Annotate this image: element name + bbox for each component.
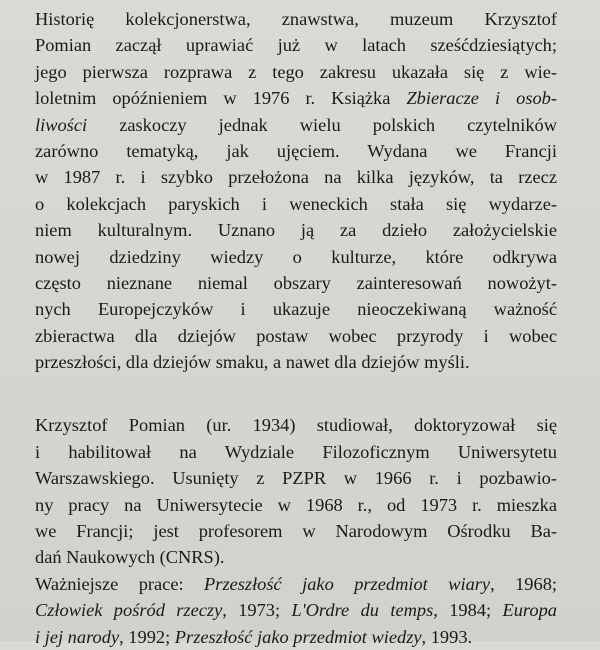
text-line: ny pracy na Uniwersytecie w 1968 r., od 1973 r. mieszka xyxy=(35,494,557,515)
book-title-zbieracze-cont: liwości xyxy=(35,114,88,135)
works-line xyxy=(35,597,557,623)
text-line: zbieractwa dla dziejów postaw wobec przyrody i wobec xyxy=(35,325,557,346)
work-year: , 1973; xyxy=(222,600,292,621)
text-line: Historię kolekcjonerstwa, znawstwa, muzeum Krzysztof xyxy=(35,9,557,29)
text-line: Pomian zaczął uprawiać już w latach sześćdziesiątych; xyxy=(35,35,557,56)
text-line: często nieznane niemal obszary zainteresowań nowożyt- xyxy=(35,272,557,293)
text-line: przeszłości, dla dziejów smaku, a nawet dla dziejów myśli. xyxy=(35,352,470,373)
text-line: we Francji; jest profesorem w Narodowym Ośrodku Ba- xyxy=(35,521,557,542)
text-line xyxy=(35,112,557,138)
text-line: o kolekcjach paryskich i weneckich stała się wydarze- xyxy=(35,193,557,214)
work-year: , 1984; xyxy=(433,600,503,621)
text-segment: loletnim opóźnieniem w 1976 r. Książka xyxy=(35,88,407,109)
paragraph-about-author xyxy=(35,412,557,650)
work-title: L'Ordre du temps xyxy=(291,600,434,621)
work-title: Przeszłość jako przedmiot wiedzy xyxy=(174,626,422,647)
text-line: niem kulturalnym. Uznano ją za dzieło założycielskie xyxy=(35,220,557,241)
work-year: , 1968; xyxy=(490,573,558,594)
works-label: Ważniejsze prace: xyxy=(35,573,205,594)
text-segment: zaskoczy jednak wielu polskich czytelników xyxy=(87,114,557,135)
work-title: Europa xyxy=(502,600,557,621)
book-title-zbieracze: Zbieracze i osob- xyxy=(406,88,557,109)
work-title: Przeszłość jako przedmiot wiary xyxy=(204,573,491,594)
works-line xyxy=(35,571,557,597)
text-line: zarówno tematyką, jak ujęciem. Wydana we Francji xyxy=(35,140,557,161)
paragraph-gap xyxy=(35,375,557,412)
work-title: Człowiek pośród rzeczy xyxy=(35,600,223,621)
work-year: , 1993. xyxy=(421,626,473,647)
book-back-cover-text xyxy=(35,6,557,650)
work-title: i jej narody xyxy=(35,626,120,647)
work-year: , 1992; xyxy=(119,626,175,647)
text-line: Krzysztof Pomian (ur. 1934) studiował, doktoryzował się xyxy=(35,415,557,436)
text-line: Warszawskiego. Usunięty z PZPR w 1966 r. i pozbawio- xyxy=(35,468,557,489)
text-line: i habilitował na Wydziale Filozoficznym Uniwersytetu xyxy=(35,441,557,462)
text-line: nowej dziedziny wiedzy o kulturze, które odkrywa xyxy=(35,246,557,267)
text-line: nych Europejczyków i ukazuje nieoczekiwaną ważność xyxy=(35,299,557,320)
paragraph-about-book xyxy=(35,6,557,375)
text-line: w 1987 r. i szybko przełożona na kilka języków, ta rzecz xyxy=(35,167,557,188)
text-line xyxy=(35,85,557,111)
text-line: dań Naukowych (CNRS). xyxy=(35,547,225,568)
works-line xyxy=(35,624,557,650)
text-line: jego pierwsza rozprawa z tego zakresu ukazała się z wie- xyxy=(35,61,557,82)
